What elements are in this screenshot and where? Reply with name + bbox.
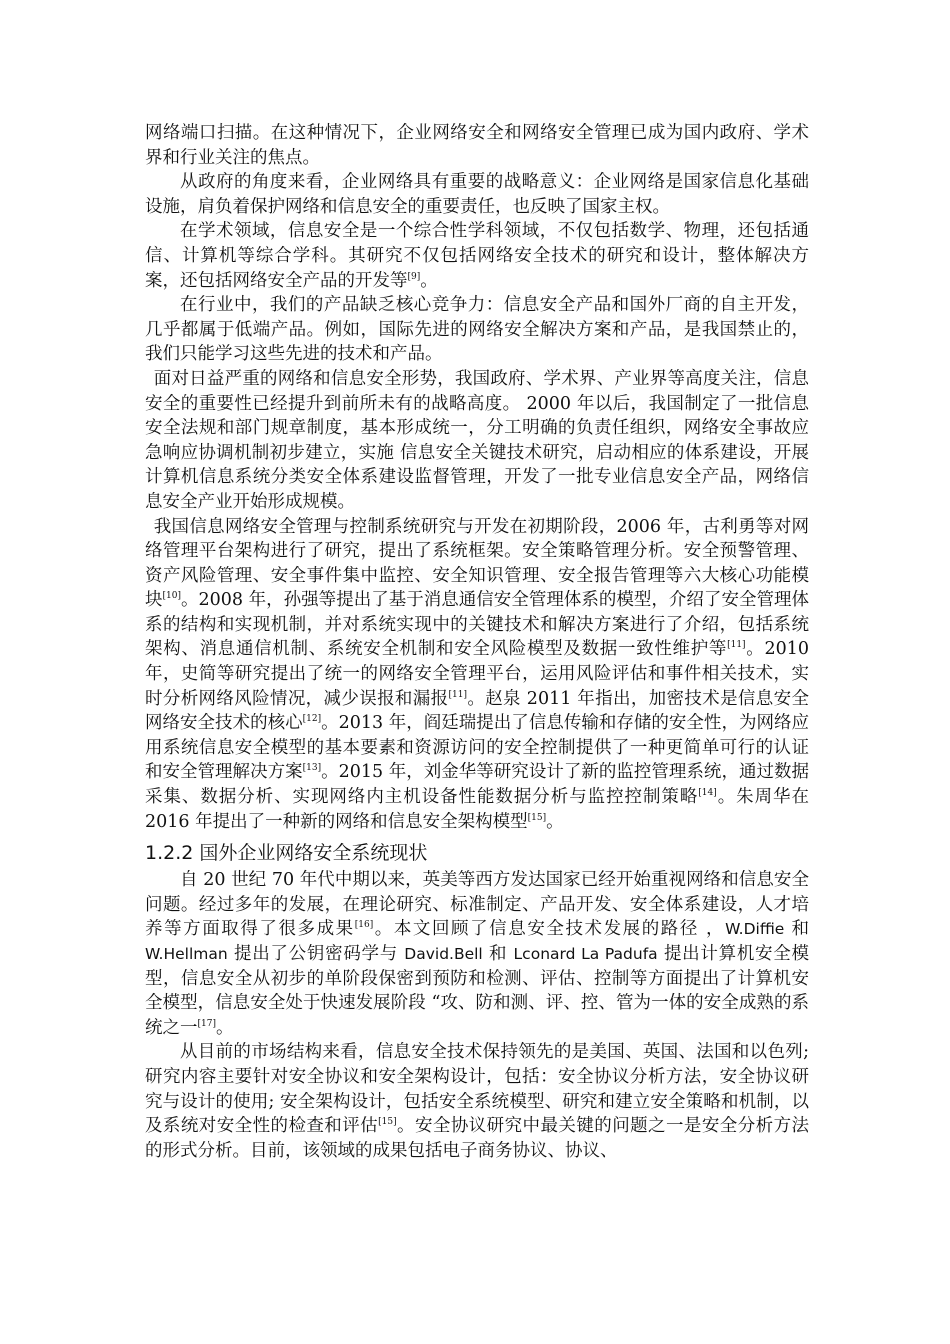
author-name: David.Bell [404, 945, 483, 963]
text-run: 自 20 世纪 70 年代中期以来，英美等西方发达国家已经开始重视网络和信息安全问题。经过多年的发展，在理论研究、标准制定、产品开发、安全体系建设，人才培养等方面取得了很多成果 [145, 870, 809, 940]
paragraph-group-domestic [145, 121, 809, 834]
text-run: 我国信息网络安全管理与控制系统研究与开发在初期阶段，2006 年，古利勇等对网络管理平台架构进行了研究，提出了系统框架。安全策略管理分析。安全预警管理、资产风险管理、安全事件集中监控、安全知识管理、安全报告管理等六大核心功能模块 [145, 516, 809, 611]
text-run: 。 [546, 811, 564, 832]
citation-marker: [16] [354, 920, 374, 931]
text-run: 和 [482, 944, 514, 964]
text-run: 从政府的角度来看，企业网络具有重要的战略意义：企业网络是国家信息化基础设施，肩负着保护网络和信息安全的重要责任，也反映了国家主权。 [145, 172, 809, 217]
text-run: 。本文回顾了信息安全技术发展的路径 ， [373, 919, 726, 940]
paragraph [145, 367, 809, 515]
section-heading: 1.2.2 国外企业网络安全系统现状 [145, 842, 428, 865]
text-run: 在学术领域，信息安全是一个综合性学科领域，不仅包括数学、物理，还包括通信、计算机等综合学科。其研究不仅包括网络安全技术的研究和设计，整体解决方案，还包括网络安全产品的开发等 [145, 221, 809, 291]
paragraph [145, 1040, 809, 1163]
citation-marker: [15] [378, 1117, 397, 1128]
paragraph [145, 868, 809, 1040]
citation-marker: [17] [197, 1018, 216, 1029]
text-run: 。 [420, 270, 438, 291]
citation-marker: [10] [162, 591, 181, 602]
document-body [145, 121, 809, 1163]
citation-marker: [11] [448, 689, 467, 700]
text-run: 面对日益严重的网络和信息安全形势，我国政府、学术界、产业界等高度关注，信息安全的重要性已经提升到前所未有的战略高度。 2000 年以后，我国制定了一批信息安全法规和部门规章制度，基本形成统一，分工明确的负责任组织，网络安全事故应急响应协调机制初步建立，实施 信息安全关键技术研究，启动相应的体系建设，开展计算机信息系统分类安全体系建设监督管理，开发了一批专业信息安全产品，网络信息安全产业开始形成规模。 [145, 368, 809, 512]
text-run: 提出了公钥密码学与 [227, 944, 405, 964]
text-run: 。2013 年，阎廷瑞提出了信息传输和存储的安全性，为网络应用系统信息安全模型的基本要素和资源访问的安全控制提供了一种更简单可行的认证和安全管理解决方案 [145, 713, 809, 783]
citation-marker: [9] [407, 271, 421, 282]
author-name: Lconard La Padufa [513, 945, 658, 963]
author-name: W.Diffie [725, 920, 785, 939]
paragraph [145, 219, 809, 293]
text-run: 在行业中，我们的产品缺乏核心竞争力：信息安全产品和国外厂商的自主开发，几乎都属于低端产品。例如，国际先进的网络安全解决方案和产品，是我国禁止的，我们只能学习这些先进的技术和产品。 [145, 295, 809, 365]
text-run: 。2010 年，史简等研究提出了统一的网络安全管理平台，运用风险评估和事件相关技术，实时分析网络风险情况，减少误报和漏报 [145, 639, 809, 709]
citation-marker: [15] [527, 812, 547, 823]
text-run: 提出计算机安全模型，信息安全从初步的单阶段保密到预防和检测、评估、控制等方面提出了计算机安全模型，信息安全处于快速发展阶段 “攻、防和测、评、控、管为一体的安全成熟的系统之一 [145, 944, 809, 1038]
text-run: 。2008 年，孙强等提出了基于消息通信安全管理体系的模型，介绍了安全管理体系的结构和实现机制，并对系统实现中的关键技术和解决方案进行了介绍，包括系统架构、消息通信机制、系统安全机制和安全风险模型及数据一致性维护等 [145, 590, 809, 660]
text-run: 网络端口扫描。在这种情况下，企业网络安全和网络安全管理已成为国内政府、学术界和行业关注的焦点。 [145, 123, 809, 168]
citation-marker: [13] [302, 763, 322, 774]
text-run: 。安全协议研究中最关键的问题之一是安全分析方法的形式分析。目前，该领域的成果包括电子商务协议、协议、 [145, 1116, 810, 1161]
text-run: 。2015 年，刘金华等研究设计了新的监控管理系统，通过数据采集、数据分析、实现网络内主机设备性能数据分析与监控控制策略 [145, 762, 809, 808]
citation-marker: [12] [302, 714, 322, 725]
author-name: W.Hellman [145, 945, 228, 963]
paragraph-group-foreign [145, 868, 809, 1163]
text-run: 。朱周华在 2016 年提出了一种新的网络和信息安全架构模型 [145, 787, 809, 832]
paragraph [145, 515, 809, 835]
text-run: 和 [784, 919, 809, 940]
paragraph [145, 170, 809, 219]
text-run: 。 [215, 1017, 234, 1038]
citation-marker: [14] [698, 788, 717, 799]
paragraph [145, 293, 809, 367]
citation-marker: [11] [727, 640, 746, 651]
paragraph [145, 121, 809, 170]
text-run: 。赵泉 2011 年指出，加密技术是信息安全网络安全技术的核心 [145, 688, 809, 734]
text-run: 从目前的市场结构来看，信息安全技术保持领先的是美国、英国、法国和以色列; 研究内容主要针对安全协议和安全架构设计，包括：安全协议分析方法，安全协议研究与设计的使用; 安全架构设计，包括安全系统模型、研究和建立安全策略和机制，以及系统对安全性的检查和评估 [145, 1042, 809, 1137]
